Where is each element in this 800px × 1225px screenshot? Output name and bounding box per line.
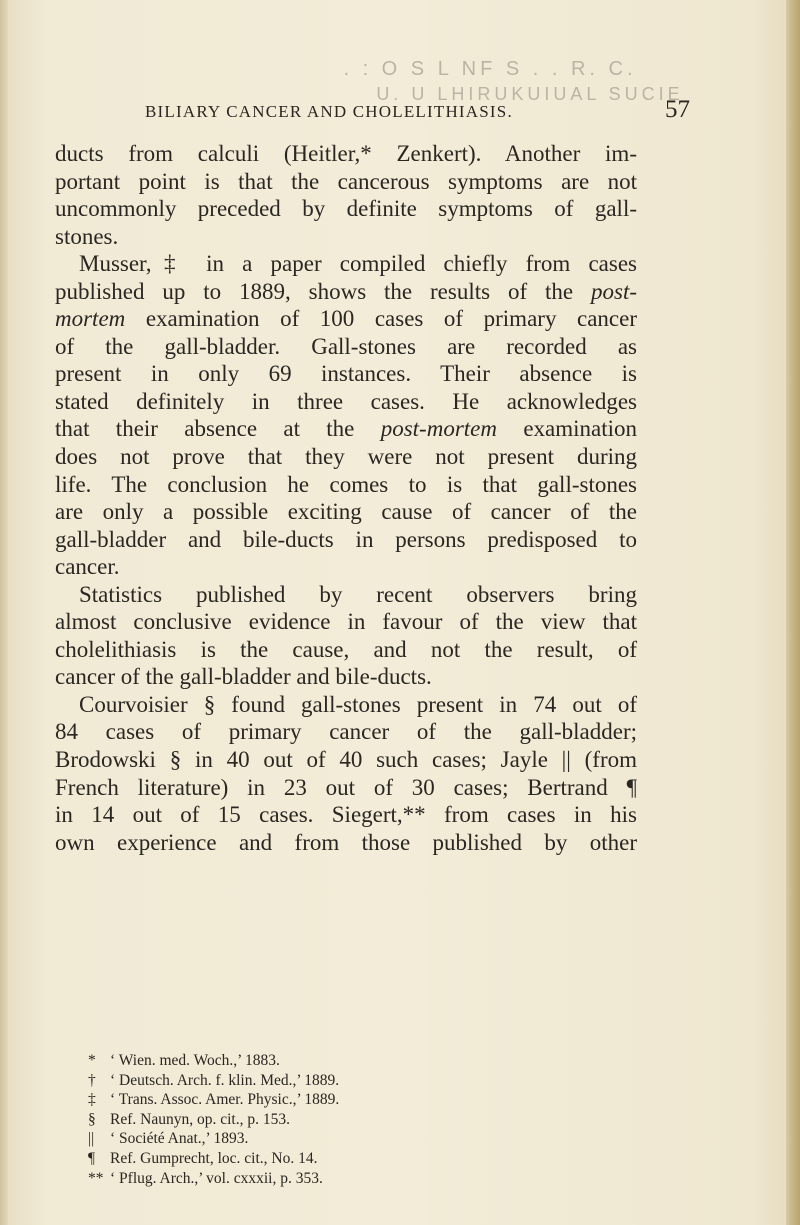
footnote xyxy=(88,1051,508,1071)
body-line: of the gall-bladder. Gall-stones are recorded as xyxy=(55,333,637,359)
footnote xyxy=(88,1129,508,1149)
footnote xyxy=(88,1149,508,1169)
running-head xyxy=(125,96,690,132)
footnotes xyxy=(88,1051,508,1188)
body-line: French literature) in 23 out of 30 cases; Bertrand ¶ xyxy=(55,774,637,800)
body-line: Statistics published by recent observers bring xyxy=(79,581,637,607)
footnote-text: ‘ Wien. med. Woch.,’ 1883. xyxy=(110,1052,280,1069)
body-line: does not prove that they were not present during xyxy=(55,444,637,470)
body-line: gall-bladder and bile-ducts in persons predisposed to xyxy=(55,526,637,552)
body-line: portant point is that the cancerous symptoms are not xyxy=(55,168,637,194)
page-left-edge xyxy=(0,0,8,1225)
body-line: almost conclusive evidence in favour of the view that xyxy=(55,609,637,635)
footnote xyxy=(88,1071,508,1091)
footnote-mark: † xyxy=(88,1071,96,1089)
library-stamp-line-2: U. U LHIRUKUIUAL SUCIE xyxy=(376,84,684,104)
body-line: uncommonly preceded by definite symptoms of gall- xyxy=(55,196,637,222)
body-line: cancer of the gall-bladder and bile-ducts. xyxy=(55,664,432,690)
footnote-mark: || xyxy=(88,1130,95,1148)
italic-term: mortem xyxy=(55,306,126,332)
body-line: life. The conclusion he comes to is that gall-stones xyxy=(55,471,637,497)
body-text xyxy=(55,140,637,856)
footnote-text: ‘ Trans. Assoc. Amer. Physic.,’ 1889. xyxy=(110,1091,340,1109)
footnote-mark: ‡ xyxy=(88,1091,96,1109)
body-line: Musser,‡ in a paper compiled chiefly from cases xyxy=(79,251,637,277)
body-line: mortem examination of 100 cases of primary cancer xyxy=(55,306,637,332)
body-line: cholelithiasis is the cause, and not the result, of xyxy=(55,636,637,662)
body-line: cancer. xyxy=(55,554,120,580)
body-line: are only a possible exciting cause of cancer of the xyxy=(55,499,637,525)
body-line: stones. xyxy=(55,223,119,249)
body-line: that their absence at the post-mortem examination xyxy=(55,416,638,442)
running-title: BILIARY CANCER AND CHOLELITHIASIS. xyxy=(145,102,513,121)
page-number: 57 xyxy=(665,96,690,123)
footnote-text: ‘ Société Anat.,’ 1893. xyxy=(110,1130,249,1148)
footnote-mark: ¶ xyxy=(88,1149,96,1167)
footnote-mark: * xyxy=(88,1052,96,1069)
body-line: published up to 1889, shows the results of the post- xyxy=(55,278,637,304)
page-right-edge xyxy=(786,0,800,1225)
body-line: Courvoisier § found gall-stones present in 74 out of xyxy=(79,691,637,717)
body-line: stated definitely in three cases. He acknowledges xyxy=(55,388,637,414)
library-stamp-line-1: . : O S L NF S . . R. C. xyxy=(343,58,637,80)
body-line: own experience and from those published by other xyxy=(55,829,637,855)
footnote-text: Ref. Naunyn, op. cit., p. 153. xyxy=(110,1110,290,1128)
body-line: present in only 69 instances. Their absence is xyxy=(55,361,637,387)
footnote xyxy=(88,1169,508,1189)
footnote-text: ‘ Deutsch. Arch. f. klin. Med.,’ 1889. xyxy=(110,1071,340,1089)
footnote xyxy=(88,1110,508,1130)
footnote-mark: § xyxy=(88,1110,96,1128)
body-line: in 14 out of 15 cases. Siegert,** from cases in his xyxy=(55,802,637,828)
body-line: ducts from calculi (Heitler,* Zenkert). Another im- xyxy=(55,141,637,166)
footnote xyxy=(88,1090,508,1110)
body-line: Brodowski § in 40 out of 40 such cases; Jayle || (from xyxy=(55,747,637,773)
footnote-text: ‘ Pflug. Arch.,’ vol. cxxxii, p. 353. xyxy=(110,1169,323,1187)
italic-term: post- xyxy=(591,278,637,304)
footnote-text: Ref. Gumprecht, loc. cit., No. 14. xyxy=(110,1149,318,1167)
italic-term: post-mortem xyxy=(380,416,497,442)
footnote-mark: ** xyxy=(88,1169,104,1187)
body-line: 84 cases of primary cancer of the gall-bladder; xyxy=(55,719,637,745)
